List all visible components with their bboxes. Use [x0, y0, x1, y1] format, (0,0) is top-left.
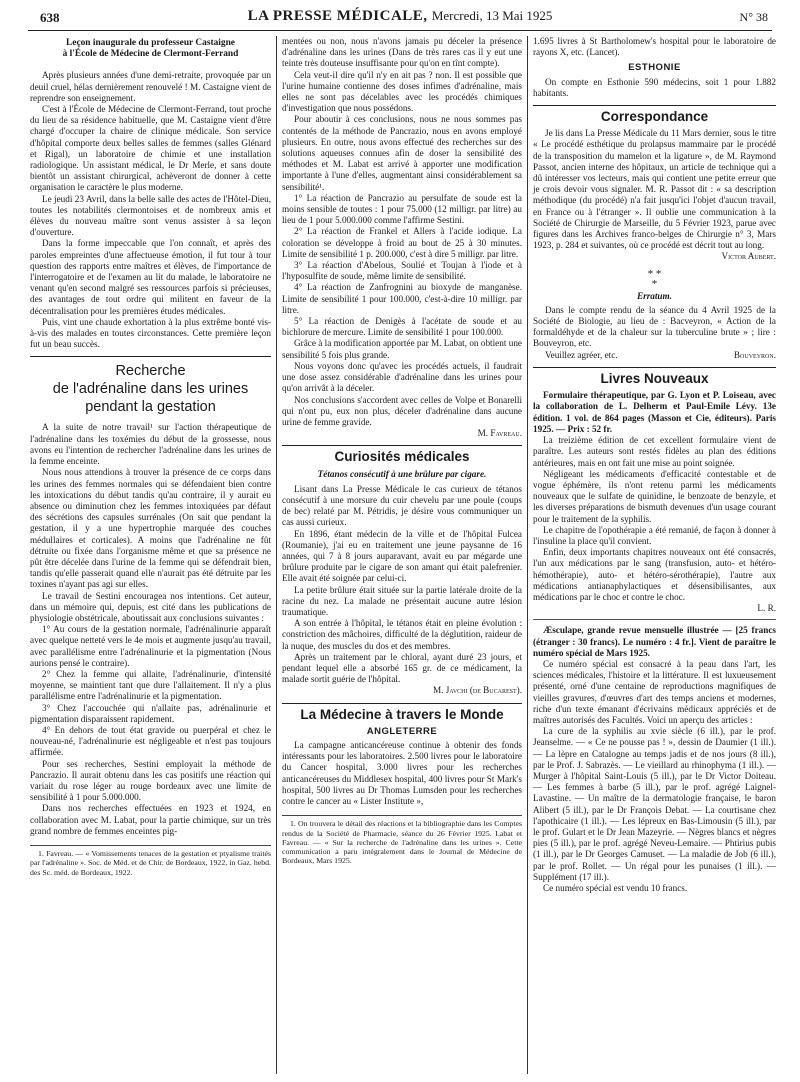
column-2 [282, 36, 522, 866]
paragraph: Grâce à la modification apportée par M. Labat, on obtient une sensibilité 5 fois plus grande. [282, 338, 522, 360]
recherche-body [30, 422, 271, 837]
section-rule [533, 367, 776, 368]
tetanos-body [282, 484, 522, 686]
paragraph: 2° Chez la femme qui allaite, l'adrénalinurie, d'intensité moyenne, se maintient tant que dure l'allaitement. Il n'y a plus parallélisme entre l'adrénalinurie et la pigmentation. [30, 668, 271, 702]
paragraph: Le jeudi 23 Avril, dans la belle salle des actes de l'Hôtel-Dieu, toutes les notabilités clermontoises et de nombreux amis et élèves du nouveau maître sont venus assister à sa leçon d'ouverture. [30, 193, 271, 238]
recherche-title-line: Recherche [115, 363, 186, 380]
paragraph: Nous nous attendions à trouver la présence de ce corps dans les urines des femmes normales qui se défendaient bien contre les intoxications du début tandis qu'au contraire, il y aurait eu absence ou diminution chez les femmes intoxiquées par défaut des sécrétions des capsules surrénales (On sait que pendant la gestation, il y a une hypertrophie marquée des couches médullaires et corticales). A moins que l'adrénaline ne fût détruite ou fixée dans l'organisme même et que sa présence ne pût être décelée dans l'urine de la femme qui se défendrait bien, tandis qu'elle passerait quand elle n'aurait pas été détruite par les toxines n'ayant pas agi sur elles. [30, 467, 271, 590]
paragraph: Veuillez agréer, etc. [545, 349, 618, 360]
paragraph: A son entrée à l'hôpital, le tétanos était en pleine évolution : constriction des mâchoires, difficulté de la déglutition, raideur de la nuque, des muscles du dos et des membres. [282, 618, 522, 651]
footnote [282, 815, 522, 865]
lecon-body [30, 70, 271, 350]
paragraph: 1° Au cours de la gestation normale, l'adrénalinurie apparaît avec quelque netteté vers le 4e mois et augmente jusqu'au travail, avec parallélisme entre l'adrénalinurie et la pigmentation (Nous aurions pensé le contraire). [30, 624, 271, 668]
signature: Bouveyron. [733, 349, 776, 360]
paragraph: En 1896, étant médecin de la ville et de l'hôpital Fulcea (Roumanie), j'ai eu en traitement une jeune paysanne de 16 années, qui 7 à 8 jours auparavant, avait eu par mégarde une brûlure produite par le cigare de son amant qui était palefrenier. Elle avait été soignée par celui-ci. [282, 528, 522, 584]
recherche-title [30, 362, 271, 416]
book-entry: Formulaire thérapeutique, par G. Lyon et P. Loiseau, avec la collaboration de L. Delherm et Paul-Emile Lévy. 13e édition. 1 vol. de 864 pages (Masson et Cie, éditeurs). Paris 1925. — Prix : 52 fr. [533, 390, 776, 434]
section-rule [282, 703, 522, 704]
header-rule [28, 30, 772, 31]
curiosites-title: Curiosités médicales [334, 449, 470, 465]
paragraph: 2° La réaction de Frankel et Allers à l'acide iodique. La coloration se développe à froid au bout de 25 à 30 minutes. Limite de sensibilité 1 p. 200.000, c'est à dire 5 milligr. par litre. [282, 226, 522, 259]
paragraph: Dans nos recherches effectuées en 1923 et 1924, en collaboration avec M. Labat, pour la partie chimique, sur un très grand nombre de femmes enceintes pig- [30, 803, 271, 836]
section-rule [533, 619, 776, 620]
paragraph: 4° En dehors de tout état gravide ou puerpéral et chez le nouveau-né, l'adrénalinurie est négligeable et n'est pas toujours affirmée. [30, 724, 271, 758]
signature: M. Javchi (de Bucarest). [432, 685, 522, 696]
section-rule [282, 445, 522, 446]
signature: Victor Aubert. [721, 251, 776, 262]
paragraph: 3° Chez l'accouchée qui n'allaite pas, adrénalinurie et pigmentation disparaissent rapidement. [30, 702, 271, 724]
journal-name: LA PRESSE MÉDICALE, [247, 8, 428, 24]
tetanos-title: Tétanos consécutif à une brûlure par cigare. [317, 468, 487, 479]
section-rule [533, 105, 776, 106]
paragraph: 4° La réaction de Zanfrognini au bioxyde de manganèse. Limite de sensibilité 1 pour 100.000, c'est-à-dire 10 milligr. par litre. [282, 282, 522, 315]
erratum-title: Erratum. [637, 290, 672, 301]
column-divider [276, 36, 277, 1074]
paragraph: Nous voyons donc qu'avec les procédés actuels, il faudrait une dose assez considérable d'adrénaline dans les urines pour qu'on arrivât à la déceler. [282, 360, 522, 394]
book-entry: Æsculape, grande revue mensuelle illustrée — [25 francs (étranger : 30 francs). Le numéro : 4 fr.]. Vient de paraître le numéro spécial de Mars 1925. [533, 625, 776, 658]
footnote [30, 845, 271, 877]
asterism: * * * [647, 267, 662, 290]
lecon-title-2: à l'École de Médecine de Clermont-Ferrand [62, 49, 239, 60]
footnote-text: 1. On trouvera le détail des réactions et la bibliographie dans les Comptes rendus de la Société de Pharmacie, séance du 26 Février 1925. Labat et Favreau. — « Sur la recherche de l'adrénaline dans les urines ». Cette communication a paru intégralement dans le Journal de Médecine de Bordeaux, Mars 1925. [282, 819, 522, 866]
paragraph: Cela veut-il dire qu'il n'y en ait pas ? non. Il est possible que l'urine humaine contienne des doses infimes d'adrénaline, mais elles ne sont pas décelables avec les procédés chimiques d'investigation que nous possédons. [282, 69, 522, 114]
livres-title: Livres Nouveaux [600, 371, 709, 387]
recherche-title-line: pendant la gestation [85, 399, 216, 416]
lecon-title-1: Leçon inaugurale du professeur Castaigne [66, 38, 235, 48]
paragraph: Nos conclusions s'accordent avec celles de Volpe et Bonarelli qui n'ont pu, eux non plus, déceler d'adrénaline dans aucune urine de femme gravide. [282, 394, 522, 427]
paragraph: A la suite de notre travail¹ sur l'action thérapeutique de l'adrénaline dans les toxémies du début de la grossesse, nous avons eu l'intention de rechercher l'adrénaline dans les urines de la femme enceinte. [30, 422, 271, 467]
paragraph: Ce numéro spécial est vendu 10 francs. [543, 883, 688, 894]
paragraph: Pour aboutir à ces conclusions, nous ne nous sommes pas contentés de la méthode de Pancrazio, nous en avons employé plusieurs. En outre, nous avons effectué des recherches sur des solutions aqueuses connues afin de doser la sensibilité des méthodes et M. Labat est arrivé à apporter une modification importante à l'une d'elles, augmentant ainsi considérablement sa sensibilité¹. [282, 114, 522, 192]
paragraph: Le chapitre de l'opothérapie a été remanié, de façon à donner à l'insuline la place qu'il convient. [533, 524, 776, 546]
column-divider [527, 36, 528, 1074]
footnote-text: 1. Favreau. — « Vomissements tenaces de la gestation et ptyalisme traités par l'adrénaline ». Soc. de Méd. et de Chir. de Bordeaux, 1922, in Gaz. hebd. des Sc. méd. de Bordeaux, 1922. [30, 849, 271, 877]
recherche-continued [282, 36, 522, 428]
paragraph: 1° La réaction de Pancrazio au persulfate de soude est la moins sensible de toutes : 1 pour 75.000 (12 milligr. par litre) au lieu de 1 pour 5.000.000 comme l'affirme Sestini. [282, 192, 522, 226]
paragraph: C'est à l'École de Médecine de Clermont-Ferrand, tout proche du lieu de sa résidence habituelle, que M. Castaigne vient d'être chargé d'occuper la chaire de clinique médicale. Son service d'hôpital comporte deux belles salles de femmes (salles Glénard et Rigal), un laboratoire de chimie et une installation radiologique. Un assistant médical, le Dr Merle, et sans doute bientôt un assistant chirurgical, achèveront de donner à cette organisation le caractère le plus moderne. [30, 104, 271, 193]
page-header [28, 6, 772, 28]
paragraph: Le travail de Sestini encouragea nos intentions. Cet auteur, dans un mémoire qui, depuis, est cité dans les publications de physiologie obstétricale, aboutissait aux conclusions suivantes : [30, 590, 271, 623]
section-rule [30, 356, 271, 357]
signature: M. Favreau. [477, 428, 522, 439]
paragraph: Enfin, deux importants chapitres nouveaux ont été consacrés, l'un aux médications par le sang (transfusion, auto- et hétéro-hémothérapie), auto- et hétéro-sérothérapie), l'autre aux médications antianaphylactiques et désensibilisantes, aux médications par le choc et contre le choc. [533, 547, 776, 602]
issue-date: Mercredi, 13 Mai 1925 [431, 8, 553, 23]
paragraph: 1.695 livres à St Bartholomew's hospital pour le laboratoire de rayons X, etc. (Lancet). [533, 36, 776, 58]
paragraph: Pour ses recherches, Sestini employait la méthode de Pancrazio. Il aurait obtenu dans les cas positifs une réaction qui variait du rose léger au rouge bordeaux avec une limite de sensibilité à 1 pour 5.000.000. [30, 758, 271, 803]
paragraph: La campagne anticancéreuse continue à obtenir des fonds intéressants pour les laboratoires. 2.500 livres pour le laboratoire du Cancer hospital, 3.000 livres pour les recherches anticancéreuses du Middlesex hospital, 400 livres pour St Mark's hospital, 500 livres au Dr Thomas Lumsden pour les recherches contre le cancer au « Lister Institute », [282, 739, 522, 806]
paragraph: Négligeant les médicaments d'efficacité contestable et de vogue éphémère, ils n'ont retenu parmi les médicaments nouveaux que le sulfate de quinidine, le benzoate de benzyle, et les diverses préparations de bismuth devenues d'un usage courant pour le traitement de la syphilis. [533, 468, 776, 524]
country-heading: ANGLETERRE [366, 725, 438, 737]
paragraph: La treizième édition de cet excellent formulaire vient de paraître. Les auteurs sont restés fidèles au plan des éditions antérieures, mais en ont fait une mise au point soignée. [533, 435, 776, 468]
livres-body [533, 390, 776, 894]
country-heading: ESTHONIE [628, 62, 681, 74]
monde-title: La Médecine à travers le Monde [300, 706, 504, 722]
paragraph: mentées ou non, nous n'avons jamais pu déceler la présence d'adrénaline dans les urines (Dans de très rares cas il y eut une teinte très douteuse insuffisante pour qu'on en tînt compte). [282, 36, 522, 69]
column-1 [30, 36, 271, 877]
page-number: 638 [40, 10, 60, 25]
paragraph: Lisant dans La Presse Médicale le cas curieux de tétanos consécutif à une morsure du cuir chevelu par une poule (coups de bec) relaté par M. Pétridis, je désire vous communiquer un cas aussi curieux. [282, 483, 522, 528]
paragraph: La petite brûlure était située sur la partie latérale droite de la racine du nez. La malade ne présentait aucune autre lésion traumatique. [282, 584, 522, 617]
paragraph: La cure de la syphilis au xvie siècle (6 ill.), par le prof. Jeanselme. — « Ce ne pousse pas ! », dessin de Daumier (1 ill.). — La lèpre en Catalogne au temps jadis et de nos jours (8 ill.), par le Prof. J. Sabrazès. — Le vieillard au rhinophyma (1 ill.). — Murger à l'hôpital Saint-Louis (5 ill.), par le Dr Victor Doiteau. — Les femmes à barbe (5 ill.), par le prof. agrégé Laignel-Lavastine. — Un maître de la dermatologie française, le baron Alibert (5 ill.), par le Dr François Debat. — La courtisane chez l'apothicaire (1 ill.). — Les lépreux en Bas-Limousin (5 ill.), par le prof. Gulart et le Dr Jean Mazeyrie. — Nègres blancs et nègres pies (5 ill.), par le prof. agrégé Neveu-Lemaire. — Phtirius pubis (1 ill.), par le Dr Georges Camuset. — La maladie de Job (6 ill.), par le prof. Rollet. — Un régal pour les punaises (1 ill.). — Supplément (17 ill.). [533, 726, 776, 882]
column-3 [533, 36, 776, 894]
paragraph: Je lis dans La Presse Médicale du 11 Mars dernier, sous le titre « Le procédé esthétique du prolapsus mammaire par le procédé de la transposition du mamelon et la ligature », de M. Raymond Passot, ancien interne des hôpitaux, un article de technique qui a dû intéresser vos lecteurs, mais qui contient une petite erreur que je crois devoir vous signaler. M. R. Passot dit : « sa description méthodique (du procédé) n'a fait jusqu'ici l'objet d'aucun travail, en France ou à l'étranger ». Il oublie une communication à la Société de Chirurgie de Marseille, du 5 Février 1923, parue avec figures dans les Archives franco-belges de Chirurgie n° 3, Mars 1923, p. 284 et suivantes, où ce procédé est décrit tout au long. [533, 128, 776, 251]
paragraph: On compte en Esthonie 590 médecins, soit 1 pour 1.882 habitants. [533, 76, 776, 98]
correspondance-title: Correspondance [600, 109, 709, 125]
paragraph: Ce numéro spécial est consacré à la peau dans l'art, les sciences médicales, l'histoire et la littérature. Il est luxueusement présenté, orné d'une centaine de reproductions magnifiques de vieilles gravures, d'œuvres d'art des temps anciens et modernes, riche d'un texte émanant d'écrivains médicaux appréciés et de maîtres autorisés des Facultés. Voici un aperçu des articles : [533, 658, 776, 725]
paragraph: Après un traitement par le chloral, ayant duré 23 jours, et pendant lequel elle a absorbé 165 gr. de ce médicament, la malade sortit guérie de l'hôpital. [282, 651, 522, 685]
paragraph: Puis, vint une chaude exhortation à la plus extrême bonté vis-à-vis des malades en toutes circonstances. Cette première leçon fut un beau succès. [30, 316, 271, 350]
issue-number: N° 38 [739, 10, 768, 24]
paragraph: 5° La réaction de Denigès à l'acétate de soude et au bichlorure de mercure. Limite de sensibilité 1 pour 100.000. [282, 316, 522, 338]
journal-title [28, 8, 772, 25]
paragraph: Dans le compte rendu de la séance du 4 Avril 1925 de la Société de Biologie, au lieu de : Bacveyron, « Action de la formaldéhyde et de la chaleur sur la tuberculine brute » ; lire : Bouveyron, etc. [533, 304, 776, 349]
paragraph: Après plusieurs années d'une demi-retraite, provoquée par un deuil cruel, hélas dernièrement renouvelé ! M. Castaigne vient de reprendre son enseignement. [30, 70, 271, 103]
signature: L. R. [757, 603, 776, 614]
recherche-title-line: de l'adrénaline dans les urines [52, 381, 249, 398]
paragraph: Dans la forme impeccable que l'on connaît, et après des paroles empreintes d'une affectueuse émotion, il fut tour à tour question des rapports entre maîtres et élèves, de l'importance de l'interrogatoire et de l'examen au lit du malade, le laboratoire ne venant qu'en second malgré ses ressources parfois si précieuses, des avantages de tout ordre qui militent en faveur de la décentralisation pour les premières études médicales. [30, 238, 271, 316]
paragraph: 3° La réaction d'Abelous, Soulié et Toujan à l'iode et à l'hyposulfite de soude, même limite de sensibilité. [282, 260, 522, 282]
